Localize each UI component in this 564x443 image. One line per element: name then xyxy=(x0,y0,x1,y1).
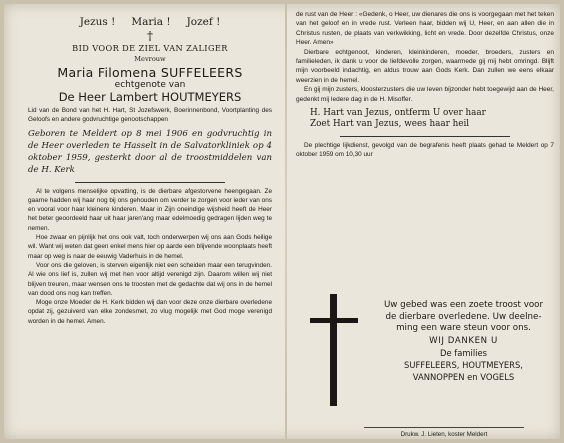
invocation-jozef: Jozef ! xyxy=(186,16,221,28)
thanks-block xyxy=(366,300,561,383)
family-names: VANNOPPEN en VOGELS xyxy=(412,372,515,383)
thanks-line: de dierbare overledene. Uw deelne- xyxy=(385,311,542,322)
ejaculation: H. Hart van Jezus, ontferm U over haar xyxy=(310,108,486,119)
ejaculation: Zoet Hart van Jezus, wees haar heil xyxy=(310,119,470,130)
card-fold xyxy=(285,4,287,439)
memorial-card xyxy=(4,4,560,439)
left-paragraph: Voor ons die geloven, is sterven eigenlijk niet een scheiden maar een terugvinden. Al wie ons lief is, zullen wij met hen voor altijd verenigd zijn. Daarom willen wij niet blijven treuren, maar wensen ons te troosten met de gedachte dat wij ons in de hemel van dood ons nog kan treffen. xyxy=(28,261,272,297)
large-cross-icon xyxy=(310,294,360,404)
spouse-relation: echtgenote van xyxy=(114,80,186,90)
cross-horizontal-bar xyxy=(310,318,358,323)
thanks-line: ming een ware steun voor ons. xyxy=(396,323,531,334)
families-label: De families xyxy=(440,348,487,359)
prayer-request: BID VOOR DE ZIEL VAN ZALIGER xyxy=(72,43,228,53)
left-paragraph: Hoe zwaar en pijnlijk het ons ook valt, toch onderwerpen wij ons aan Gods heilige wil. Want wij weten dat geen enkel mens hier op aarde een blijvende woonplaats heeft maar op weg is naar de eeuwig Vaderhuis in de hemel. xyxy=(28,234,272,260)
left-page xyxy=(28,10,272,326)
husband-memberships: Lid van de Bond van het H. Hart, St Jozefswerk, Boerinnenbond, Voortplanting des Geloofs en andere godvruchtige genootschappen xyxy=(28,107,272,124)
divider xyxy=(340,136,510,137)
left-paragraph: Moge onze Moeder de H. Kerk bidden wij dan voor deze onze dierbare overledene opdat zij, gezuiverd van elke zondesmet, zo vlug mogelijk met God moge verenigd worden in de hemel. Amen. xyxy=(28,299,272,325)
invocations xyxy=(28,16,272,28)
thanks-line: Uw gebed was een zoete troost voor xyxy=(383,300,544,310)
left-paragraph: Al te volgens menselijke opvatting, is de dierbare afgestorvene heengegaan. Ze gaarne hadden wij haar nog bij ons gehouden om verder te zorgen voor ieder van ons en vooral voor haar kleinere kinderen. Maar in Zijn oneindige wijsheid heeft de Heer het beter geoordeeld haar uit haar jaren'ang maar edelmoedig gedragen lijden weg te nemen. xyxy=(28,187,272,232)
honorific: Mevrouw xyxy=(134,55,166,63)
printer-credit: Drukw. J. Lieten, koster Meldert xyxy=(364,427,524,438)
small-cross-icon: † xyxy=(147,29,153,43)
funeral-announcement: De plechtige lijkdienst, gevolgd van de begrafenis heeft plaats gehad te Meldert op 7 oktober 1959 om 10,30 uur xyxy=(296,142,554,159)
right-paragraph: En gij mijn zusters, kloosterzusters die uw leven bijzonder hebt toegewijd aan de Heer, gedenkt mij ledere dag in de H. Misoffer. xyxy=(296,86,554,103)
invocation-jezus: Jezus ! xyxy=(79,16,116,28)
wij-danken: WIJ DANKEN U xyxy=(429,335,498,346)
right-paragraph: Dierbare echtgenoot, kinderen, kleinkinderen, moeder, broeders, zusters en familieleden, ik dank u voor de liefdevolle zorgen, waarmede gij mij hebt omringd. Blijft mijn voorbeeld indachtig, en aldus trouw aan Gods Kerk. Dan zullen we eens elkaar weerzien in de hemel. xyxy=(296,48,554,84)
right-prayer-text: de rust van de Heer : «Gedenk, o Heer, uw dienares die ons is voorgegaan met het teken van het geloof en in vrede rust. Verleen haar, bidden wij U, Heer, en aan allen die in Christus rusten, de plaats van verkwikking, licht en vrede. Door dezelfde Christus, onze Heer. Amen» xyxy=(296,11,554,47)
cross-vertical-bar xyxy=(330,294,337,406)
deceased-name: Maria Filomena SUFFELEERS xyxy=(57,65,243,80)
invocation-maria: Maria ! xyxy=(131,16,171,28)
family-names: SUFFELEERS, HOUTMEYERS, xyxy=(404,360,523,371)
birth-death-text: Geboren te Meldert op 8 mei 1906 en godvruchtig in de Heer overleden te Hasselt in de Salvatorkliniek op 4 oktober 1959, gesterkt door al de troostmiddelen van de H. Kerk xyxy=(28,129,272,175)
husband-name: De Heer Lambert HOUTMEYERS xyxy=(58,90,242,104)
divider xyxy=(75,182,225,183)
right-page xyxy=(296,10,554,160)
